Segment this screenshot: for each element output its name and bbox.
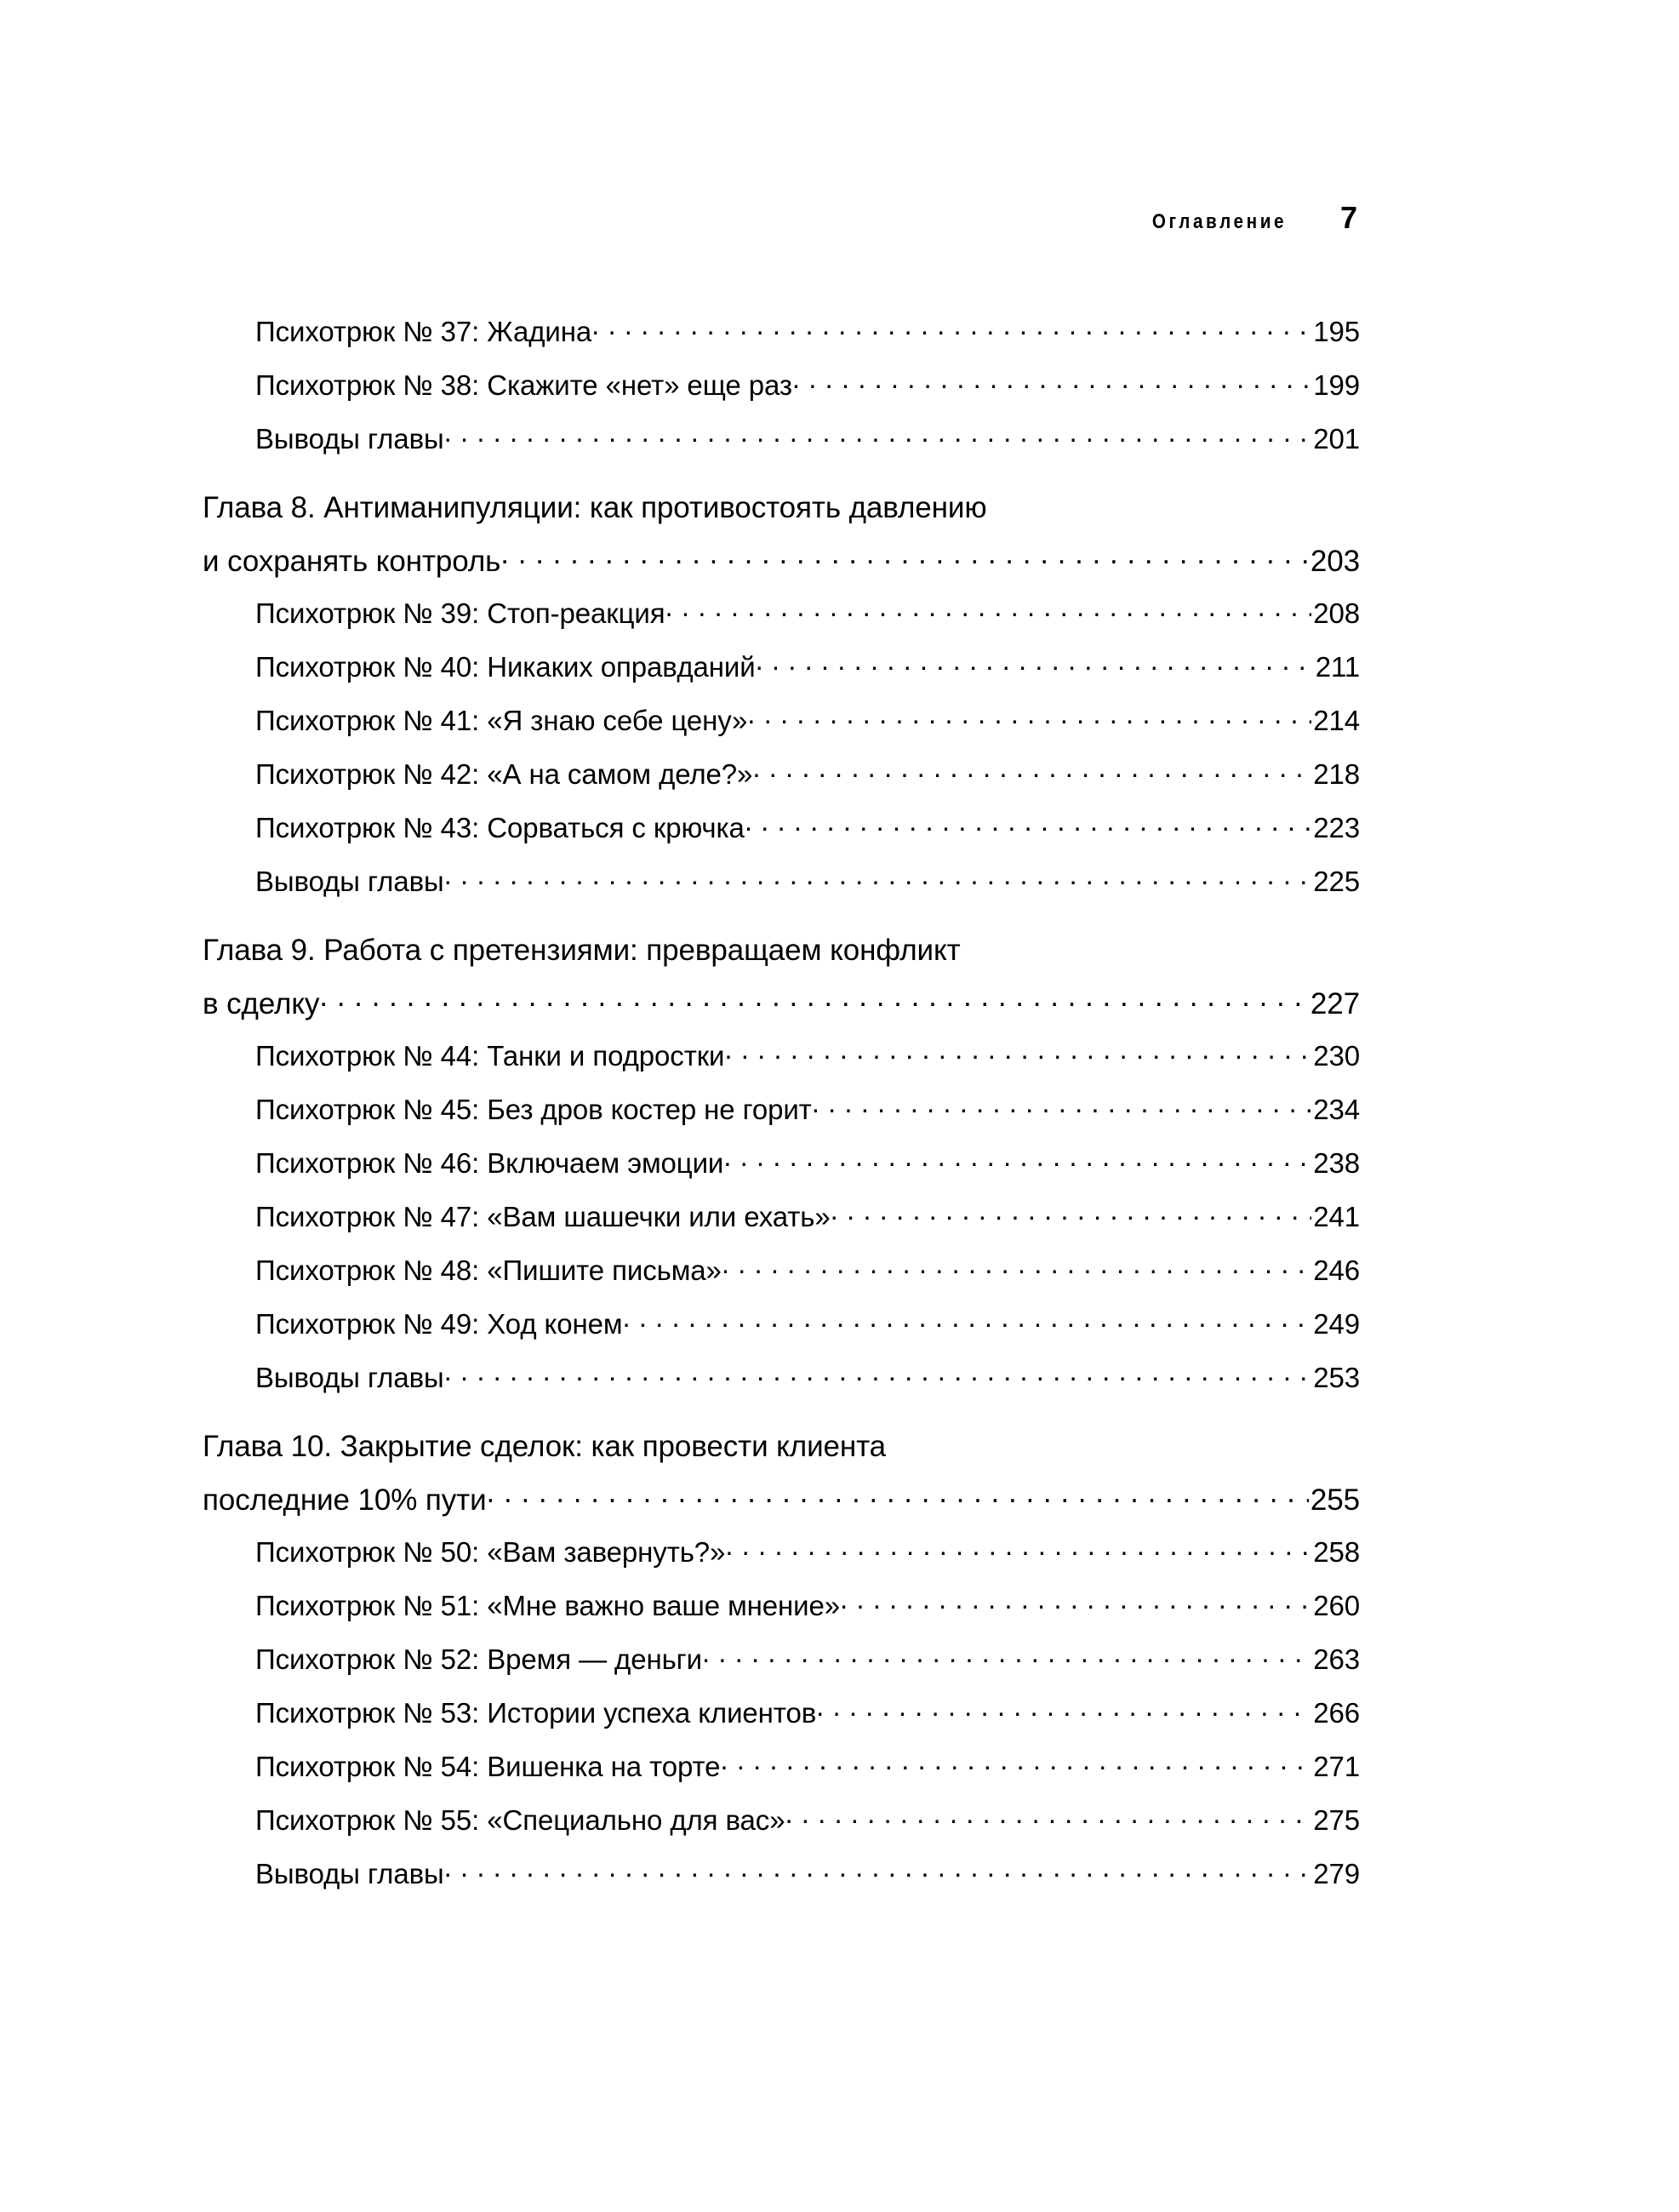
toc-entry-page-number: 223 bbox=[1313, 812, 1360, 843]
toc-entry-page-number: 279 bbox=[1313, 1858, 1360, 1889]
toc-entry-label: Психотрюк № 39: Стоп-реакция bbox=[255, 597, 665, 629]
toc-entry-label: Психотрюк № 38: Скажите «нет» еще раз bbox=[255, 369, 792, 401]
toc-entry-row[interactable] bbox=[203, 756, 1360, 809]
toc-entry-page-number: 201 bbox=[1313, 423, 1360, 454]
toc-entry-label: Глава 10. Закрытие сделок: как провести клиента bbox=[203, 1430, 887, 1463]
toc-entry-row[interactable] bbox=[203, 1641, 1360, 1695]
toc-chapter-row[interactable] bbox=[203, 488, 1360, 541]
toc-entry-label: Психотрюк № 47: «Вам шашечки или ехать» bbox=[255, 1201, 831, 1232]
toc-entry-page-number: 246 bbox=[1313, 1255, 1360, 1286]
toc-dot-leader bbox=[444, 1359, 1312, 1387]
toc-entry-row[interactable] bbox=[203, 367, 1360, 420]
toc-entry-label: Психотрюк № 54: Вишенка на торте bbox=[255, 1751, 721, 1782]
toc-entry-label: Психотрюк № 55: «Специально для вас» bbox=[255, 1804, 785, 1836]
toc-entry-row[interactable] bbox=[203, 1359, 1360, 1413]
toc-entry-page-number: 214 bbox=[1313, 705, 1360, 736]
toc-dot-leader bbox=[831, 1198, 1312, 1226]
toc-dot-leader bbox=[961, 930, 1358, 960]
toc-dot-leader bbox=[720, 1748, 1311, 1776]
toc-chapter-row[interactable] bbox=[203, 984, 1360, 1037]
toc-dot-leader bbox=[792, 367, 1311, 395]
toc-dot-leader bbox=[444, 1855, 1312, 1883]
toc-entry-label: в сделку bbox=[203, 987, 320, 1020]
toc-entry-label: Выводы главы bbox=[255, 866, 444, 897]
toc-entry-page-number: 249 bbox=[1313, 1308, 1360, 1340]
toc-entry-label: Психотрюк № 37: Жадина bbox=[255, 316, 592, 347]
toc-entry-label: Психотрюк № 41: «Я знаю себе цену» bbox=[255, 705, 748, 736]
toc-entry-label: Выводы главы bbox=[255, 423, 444, 454]
toc-entry-row[interactable] bbox=[203, 863, 1360, 917]
toc-entry-row[interactable] bbox=[203, 809, 1360, 863]
toc-entry-label: Психотрюк № 46: Включаем эмоции bbox=[255, 1147, 724, 1179]
toc-dot-leader bbox=[444, 420, 1312, 449]
toc-dot-leader bbox=[702, 1641, 1311, 1669]
toc-entry-page-number: 203 bbox=[1310, 545, 1360, 578]
toc-dot-leader bbox=[756, 649, 1314, 677]
toc-chapter-row[interactable] bbox=[203, 1426, 1360, 1480]
toc-dot-leader bbox=[752, 756, 1311, 784]
toc-entry-page-number: 238 bbox=[1313, 1147, 1360, 1179]
toc-chapter-row[interactable] bbox=[203, 541, 1360, 595]
toc-dot-leader bbox=[487, 1480, 1309, 1510]
toc-dot-leader bbox=[747, 702, 1311, 730]
toc-entry-label: Психотрюк № 52: Время — деньги bbox=[255, 1643, 702, 1675]
toc-entry-page-number: 230 bbox=[1313, 1040, 1360, 1072]
toc-entry-row[interactable] bbox=[203, 420, 1360, 474]
toc-entry-row[interactable] bbox=[203, 313, 1360, 367]
toc-dot-leader bbox=[840, 1587, 1311, 1615]
toc-dot-leader bbox=[724, 1037, 1311, 1066]
toc-entry-page-number: 234 bbox=[1313, 1094, 1360, 1125]
toc-entry-page-number: 258 bbox=[1313, 1536, 1360, 1568]
page-number: 7 bbox=[1339, 200, 1357, 235]
toc-entry-label: и сохранять контроль bbox=[203, 545, 501, 578]
toc-dot-leader bbox=[725, 1534, 1311, 1562]
toc-entry-page-number: 208 bbox=[1313, 597, 1360, 629]
toc-entry-page-number: 263 bbox=[1313, 1643, 1360, 1675]
toc-entry-row[interactable] bbox=[203, 1748, 1360, 1802]
toc-entry-label: Психотрюк № 40: Никаких оправданий bbox=[255, 651, 756, 683]
toc-entry-label: Выводы главы bbox=[255, 1362, 444, 1393]
toc-dot-leader bbox=[785, 1802, 1311, 1830]
running-header bbox=[203, 200, 1357, 235]
toc-entry-row[interactable] bbox=[203, 1855, 1360, 1909]
toc-entry-row[interactable] bbox=[203, 595, 1360, 649]
toc-dot-leader bbox=[500, 541, 1309, 571]
toc-entry-page-number: 227 bbox=[1310, 987, 1360, 1020]
toc-chapter-row[interactable] bbox=[203, 1480, 1360, 1534]
toc-dot-leader bbox=[591, 313, 1311, 341]
toc-entry-row[interactable] bbox=[203, 1587, 1360, 1641]
toc-chapter-row[interactable] bbox=[203, 930, 1360, 984]
running-header-title: Оглавление bbox=[1151, 210, 1288, 233]
toc-dot-leader bbox=[816, 1695, 1311, 1723]
toc-entry-label: Психотрюк № 44: Танки и подростки bbox=[255, 1040, 725, 1072]
toc-entry-row[interactable] bbox=[203, 1802, 1360, 1855]
toc-entry-page-number: 260 bbox=[1313, 1590, 1360, 1621]
toc-entry-label: Психотрюк № 53: Истории успеха клиентов bbox=[255, 1697, 817, 1729]
toc-entry-page-number: 195 bbox=[1313, 316, 1360, 347]
toc-entry-page-number: 199 bbox=[1313, 369, 1360, 401]
toc-entry-label: Психотрюк № 51: «Мне важно ваше мнение» bbox=[255, 1590, 841, 1621]
toc-dot-leader bbox=[444, 863, 1312, 891]
toc-entry-page-number: 271 bbox=[1313, 1751, 1360, 1782]
toc-entry-row[interactable] bbox=[203, 1091, 1360, 1145]
toc-entry-label: Психотрюк № 45: Без дров костер не горит bbox=[255, 1094, 812, 1125]
toc-entry-page-number: 275 bbox=[1313, 1804, 1360, 1836]
toc-entry-page-number: 218 bbox=[1313, 758, 1360, 790]
toc-entry-row[interactable] bbox=[203, 1198, 1360, 1252]
toc-entry-row[interactable] bbox=[203, 1534, 1360, 1587]
toc-entry-row[interactable] bbox=[203, 1252, 1360, 1306]
toc-dot-leader bbox=[812, 1091, 1312, 1119]
toc-entry-label: Психотрюк № 43: Сорваться с крючка bbox=[255, 812, 745, 843]
toc-entry-page-number: 241 bbox=[1313, 1201, 1360, 1232]
toc-entry-label: последние 10% пути bbox=[203, 1483, 487, 1517]
toc-entry-row[interactable] bbox=[203, 1037, 1360, 1091]
toc-entry-row[interactable] bbox=[203, 702, 1360, 756]
toc-entry-row[interactable] bbox=[203, 649, 1360, 702]
toc-entry-row[interactable] bbox=[203, 1145, 1360, 1198]
toc-dot-leader bbox=[665, 595, 1312, 623]
toc-dot-leader bbox=[745, 809, 1311, 837]
toc-dot-leader bbox=[722, 1252, 1311, 1280]
toc-entry-row[interactable] bbox=[203, 1695, 1360, 1748]
toc-entry-page-number: 225 bbox=[1313, 866, 1360, 897]
toc-entry-label: Выводы главы bbox=[255, 1858, 444, 1889]
toc-dot-leader bbox=[723, 1145, 1311, 1173]
toc-entry-page-number: 255 bbox=[1310, 1483, 1360, 1517]
toc-dot-leader bbox=[319, 984, 1309, 1014]
toc-entry-label: Психотрюк № 48: «Пишите письма» bbox=[255, 1255, 722, 1286]
toc-entry-label: Психотрюк № 50: «Вам завернуть?» bbox=[255, 1536, 726, 1568]
toc-dot-leader bbox=[886, 1426, 1358, 1456]
toc-entry-page-number: 253 bbox=[1313, 1362, 1360, 1393]
toc-entry-label: Глава 8. Антиманипуляции: как противостоять давлению bbox=[203, 491, 987, 524]
toc-entry-label: Психотрюк № 49: Ход конем bbox=[255, 1308, 623, 1340]
toc-entry-row[interactable] bbox=[203, 1306, 1360, 1359]
toc-entry-label: Глава 9. Работа с претензиями: превращаем конфликт bbox=[203, 934, 961, 967]
toc-dot-leader bbox=[622, 1306, 1311, 1334]
toc-entry-page-number: 266 bbox=[1313, 1697, 1360, 1729]
table-of-contents bbox=[203, 313, 1360, 1909]
toc-entry-label: Психотрюк № 42: «А на самом деле?» bbox=[255, 758, 753, 790]
toc-entry-page-number: 211 bbox=[1315, 651, 1360, 683]
toc-dot-leader bbox=[986, 488, 1358, 517]
